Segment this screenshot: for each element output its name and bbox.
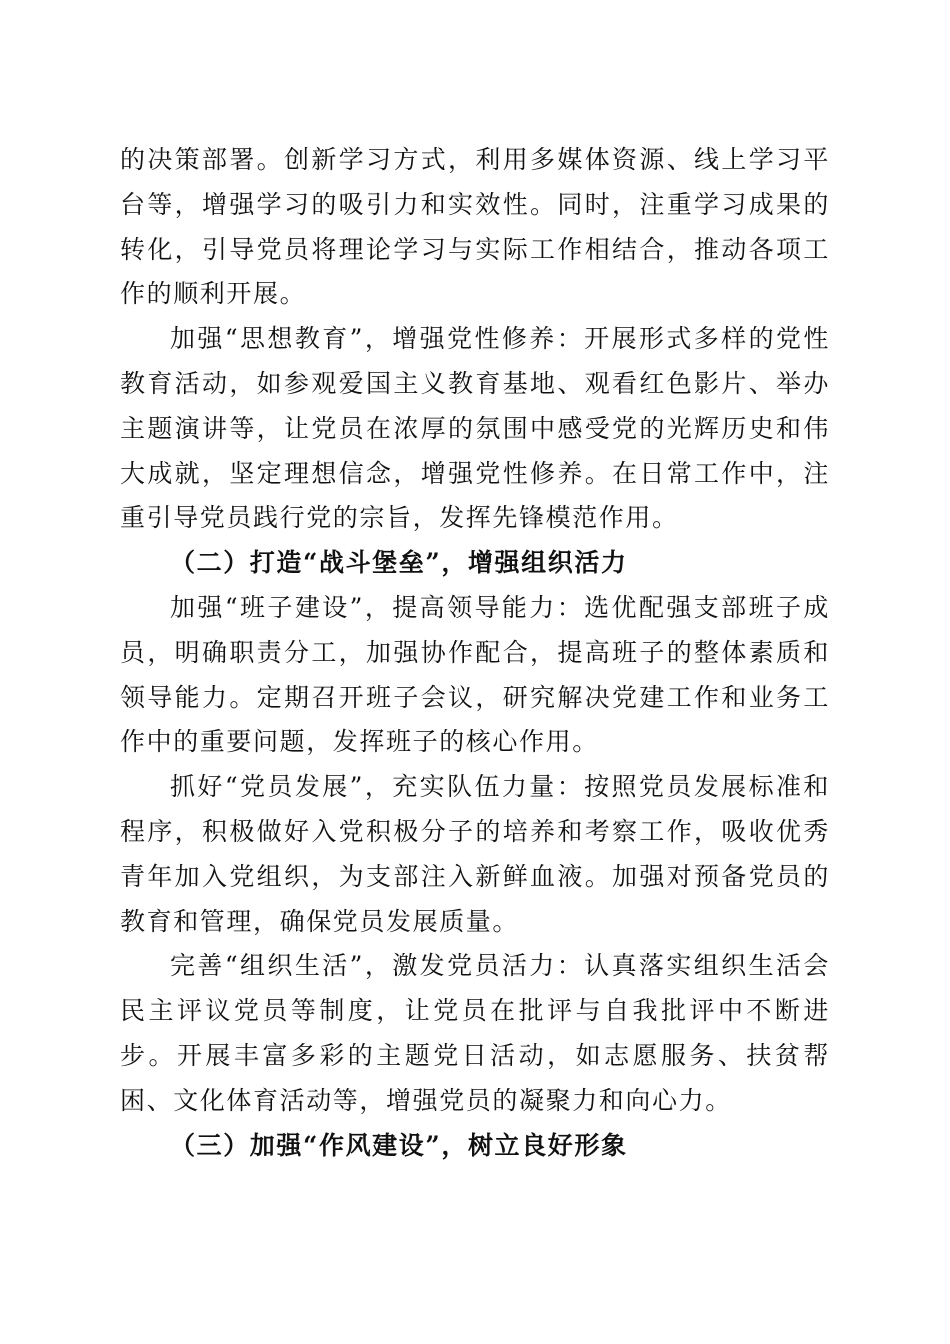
paragraph-member-development: 抓好“党员发展”，充实队伍力量：按照党员发展标准和程序，积极做好入党积极分子的培养和考察工作，吸收优秀青年加入党组织，为支部注入新鲜血液。加强对预备党员的教育和管理，确保党员发展质量。 bbox=[120, 772, 830, 936]
paragraph-ideological-education: 加强“思想教育”，增强党性修养：开展形式多样的党性教育活动，如参观爱国主义教育基地、观看红色影片、举办主题演讲等，让党员在浓厚的氛围中感受党的光辉历史和伟大成就，坚定理想信念，增强党性修养。在日常工作中，注重引导党员践行党的宗旨，发挥先锋模范作用。 bbox=[120, 324, 830, 533]
section-heading-3: （三）加强“作风建设”，树立良好形象 bbox=[170, 1130, 628, 1160]
paragraph-organization-life: 完善“组织生活”，激发党员活力：认真落实组织生活会民主评议党员等制度，让党员在批评与自我批评中不断进步。开展丰富多彩的主题党日活动，如志愿服务、扶贫帮困、文化体育活动等，增强党员的凝聚力和向心力。 bbox=[120, 951, 830, 1115]
section-heading-2: （二）打造“战斗堡垒”，增强组织活力 bbox=[170, 548, 628, 578]
document-body bbox=[120, 138, 830, 1168]
paragraph-team-building: 加强“班子建设”，提高领导能力：选优配强支部班子成员，明确职责分工，加强协作配合，提高班子的整体素质和领导能力。定期召开班子会议，研究解决党建工作和业务工作中的重要问题，发挥班子的核心作用。 bbox=[120, 592, 830, 757]
paragraph-continued: 的决策部署。创新学习方式，利用多媒体资源、线上学习平台等，增强学习的吸引力和实效性。同时，注重学习成果的转化，引导党员将理论学习与实际工作相结合，推动各项工作的顺利开展。 bbox=[120, 145, 830, 309]
